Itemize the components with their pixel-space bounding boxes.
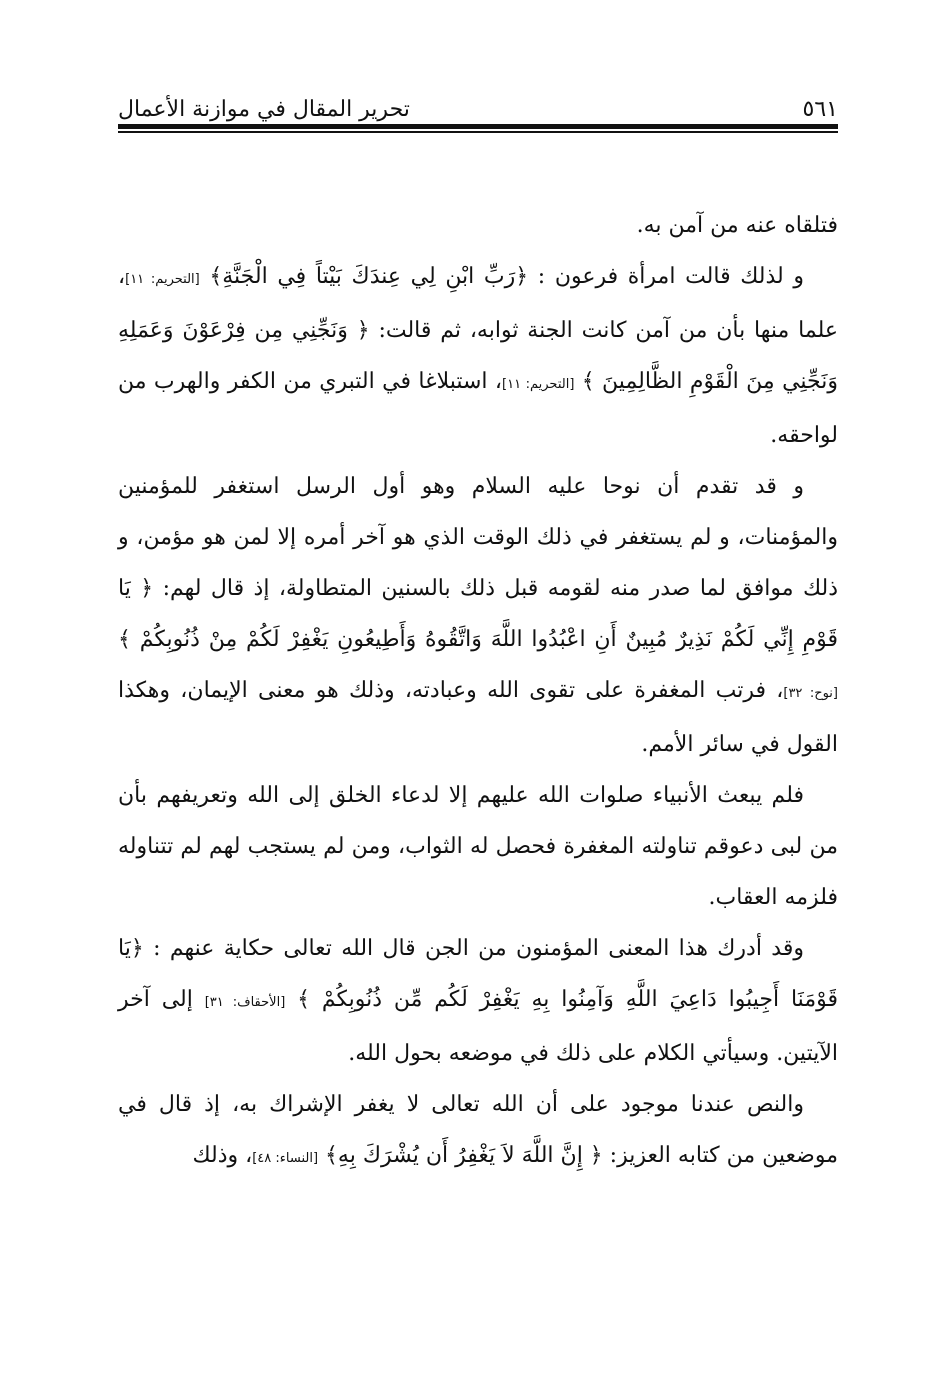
quran-verse: ﴿ يَا قَوْمِ إِنِّي لَكُمْ نَذِيرٌ مُبِينٌ أَنِ اعْبُدُوا اللَّهَ وَاتَّقُوهُ وَأَطِيعُونِ يَغْفِرْ لَكُمْ مِنْ ذُنُوبِكُمْ ﴾ [118,576,838,652]
body-segment: و قد تقدم أن نوحا عليه السلام وهو أول الرسل استغفر للمؤمنين والمؤمنات، و لم يستغفر في ذلك الوقت الذي هو آخر أمره إلا لمن هو مؤمن، و ذلك موافق لما صدر منه لقومه قبل ذلك بالسنين المتطاولة، إذ قال لهم: [118,474,838,601]
body-segment: ، فرتب المغفرة على تقوى الله وعبادته، وذلك هو معنى الإيمان، وهكذا القول في سائر الأمم. [118,678,838,757]
body-text [118,200,838,1184]
paragraph [118,770,838,923]
body-segment: ، علما منها بأن من آمن كانت الجنة ثوابه، ثم قالت: [118,264,838,343]
body-segment: إلى آخر الآيتين. وسيأتي الكلام على ذلك في موضعه بحول الله. [118,987,838,1066]
verse-reference: [نوح: ٣٢] [783,686,838,701]
page-header [118,82,838,122]
body-segment [285,987,297,1012]
verse-reference: [الأحقاف: ٣١] [204,995,286,1010]
header-rule-thick [118,124,838,129]
quran-verse: ﴿يَا قَوْمَنَا أَجِيبُوا دَاعِيَ اللَّهِ وَآمِنُوا بِهِ يَغْفِرْ لَكُم مِّن ذُنُوبِكُمْ ﴾ [118,936,838,1012]
verse-reference: [النساء: ٤٨] [252,1151,319,1166]
paragraph [118,1079,838,1184]
body-segment [200,264,210,289]
body-segment: ، استبلاغا في التبري من الكفر والهرب من لواحقه. [118,369,838,448]
body-segment: فتلقاه عنه من آمن به. [636,213,838,238]
body-segment: و لذلك قالت امرأة فرعون : [528,264,804,289]
body-segment [574,369,581,394]
verse-reference: [التحريم: ١١] [502,377,575,392]
body-segment: والنص عندنا موجود على أن الله تعالى لا يغفر الإشراك به، إذ قال في موضعين من كتابه العزيز: [118,1092,838,1168]
header-rule-thin [118,131,838,133]
verse-reference: [التحريم: ١١] [125,272,200,287]
quran-verse: ﴿ إِنَّ اللَّهَ لاَ يَغْفِرُ أَن يُشْرَكَ بِهِ﴾ [325,1143,603,1168]
body-segment: ، وذلك [192,1143,253,1168]
quran-verse: ﴿رَبِّ ابْنِ لِي عِندَكَ بَيْتاً فِي الْجَنَّةِ﴾ [209,264,529,289]
body-segment [318,1143,325,1168]
body-segment: وقد أدرك هذا المعنى المؤمنون من الجن قال الله تعالى حكاية عنهم : [143,936,804,961]
paragraph [118,923,838,1079]
paragraph [118,251,838,461]
page-number: ٥٦١ [802,97,838,122]
paragraph [118,461,838,770]
quran-verse: ﴿ وَنَجِّنِي مِن فِرْعَوْنَ وَعَمَلِهِ وَنَجِّنِي مِنَ الْقَوْمِ الظَّالِمِينَ ﴾ [118,318,838,394]
body-segment: فلم يبعث الأنبياء صلوات الله عليهم إلا لدعاء الخلق إلى الله وتعريفهم بأن من لبى دعوقم تناولته المغفرة فحصل له الثواب، ومن لم يستجب لهم لم تتناوله فلزمه العقاب. [118,783,838,910]
running-title: تحرير المقال في موازنة الأعمال [118,97,410,122]
paragraph [118,200,838,251]
